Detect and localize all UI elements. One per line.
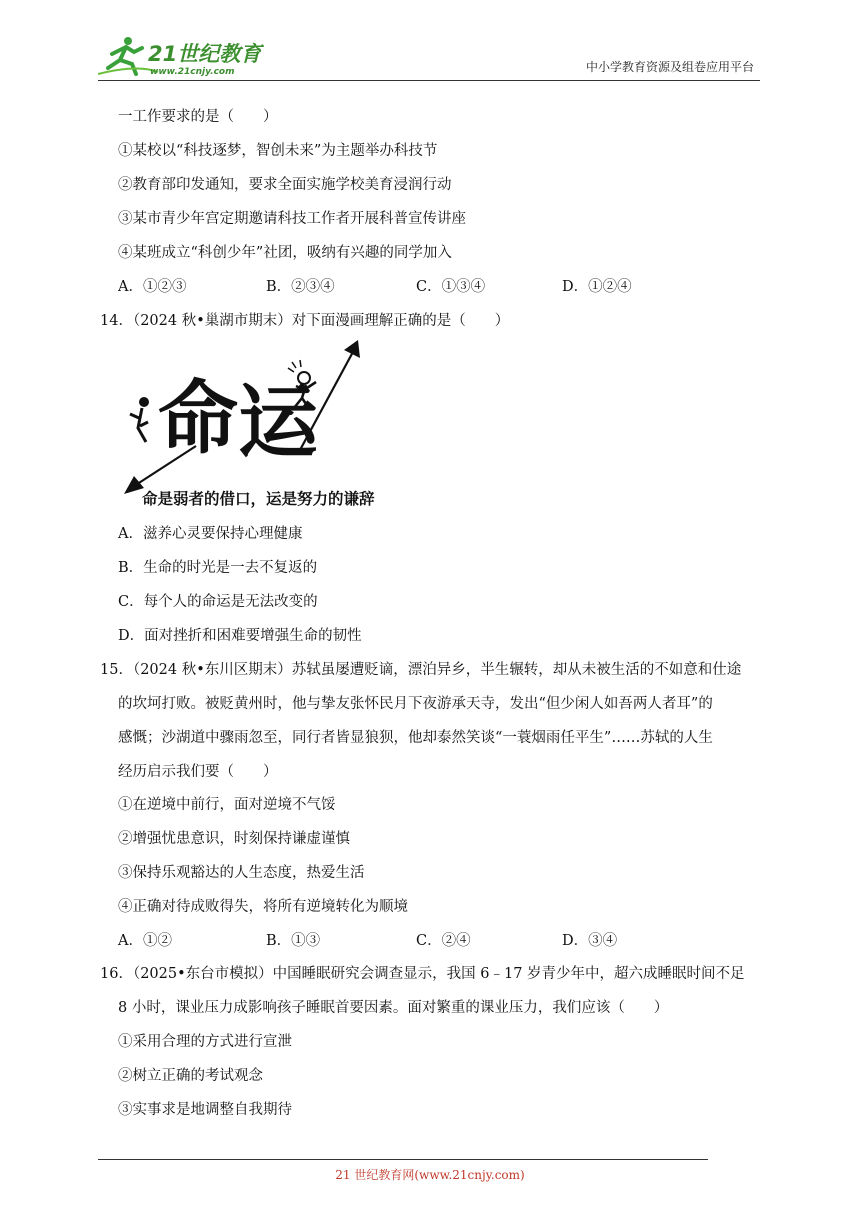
- q13-option-d: D．①②④: [562, 279, 632, 295]
- q16-item-3: ③实事求是地调整自我期待: [118, 1102, 292, 1118]
- q14-choice-a: A．滋养心灵要保持心理健康: [118, 526, 303, 542]
- logo-url: www.21cnjy.com: [150, 67, 235, 77]
- cartoon-word-1: 命: [158, 372, 238, 465]
- q15-item-3: ③保持乐观豁达的人生态度，热爱生活: [118, 865, 365, 881]
- footer-divider: [98, 1159, 708, 1160]
- q15-option-c: C．②④: [416, 933, 471, 949]
- q14-choice-d: D．面对挫折和困难要增强生命的韧性: [118, 628, 362, 644]
- falling-person-icon: [130, 397, 149, 442]
- page-header: [98, 32, 760, 81]
- q13-item-3: ③某市青少年宫定期邀请科技工作者开展科普宣传讲座: [118, 211, 466, 227]
- cartoon-caption: 命是弱者的借口，运是努力的谦辞: [142, 490, 375, 508]
- q15-option-b: B．①③: [266, 933, 321, 949]
- q15-stem-line-1: 15．（2024 秋•东川区期末）苏轼虽屡遭贬谪，漂泊异乡，半生辗转，却从未被生活的不如意和仕途: [100, 662, 742, 678]
- q14-choice-b: B．生命的时光是一去不复返的: [118, 560, 318, 576]
- q13-item-2: ②教育部印发通知，要求全面实施学校美育浸润行动: [118, 177, 452, 193]
- q16-item-1: ①采用合理的方式进行宣泄: [118, 1034, 292, 1050]
- q13-option-c: C．①③④: [416, 279, 486, 295]
- q14-choice-c: C．每个人的命运是无法改变的: [118, 594, 318, 610]
- q13-option-a: A．①②③: [118, 279, 187, 295]
- logo-text: 21世纪教育: [148, 42, 262, 66]
- q16-stem-line-2: 8 小时，课业压力成影响孩子睡眠首要因素。面对繁重的课业压力，我们应该（ ）: [118, 1000, 669, 1016]
- q15-stem-line-4: 经历启示我们要（ ）: [118, 764, 278, 780]
- q13-item-4: ④某班成立“科创少年”社团，吸纳有兴趣的同学加入: [118, 245, 452, 261]
- q14-stem: 14．（2024 秋•巢湖市期末）对下面漫画理解正确的是（ ）: [100, 313, 510, 329]
- q15-stem-line-2: 的坎坷打败。被贬黄州时，他与挚友张怀民月下夜游承天寺，发出“但少闲人如吾两人者耳”的: [118, 696, 713, 712]
- cartoon-word-2: 运: [238, 376, 318, 469]
- q15-item-2: ②增强忧患意识，时刻保持谦虚谨慎: [118, 831, 350, 847]
- q16-stem-line-1: 16．（2025•东台市模拟）中国睡眠研究会调查显示，我国 6﹣17 岁青少年中，超六成睡眠时间不足: [100, 966, 745, 982]
- q13-item-1: ①某校以“科技逐梦，智创未来”为主题举办科技节: [118, 143, 438, 159]
- footer-text: 21 世纪教育网(www.21cnjy.com): [335, 1168, 525, 1182]
- logo: [98, 34, 268, 78]
- q13-option-b: B．②③④: [266, 279, 335, 295]
- q15-item-4: ④正确对待成败得失，将所有逆境转化为顺境: [118, 899, 408, 915]
- q15-option-a: A．①②: [118, 933, 172, 949]
- q16-item-2: ②树立正确的考试观念: [118, 1068, 263, 1084]
- cartoon-figure: [118, 338, 410, 508]
- q15-option-d: D．③④: [562, 933, 618, 949]
- q15-stem-line-3: 感慨；沙湖道中骤雨忽至，同行者皆显狼狈，他却泰然笑谈“一蓑烟雨任平生”……苏轼的人生: [118, 730, 713, 746]
- platform-name: 中小学教育资源及组卷应用平台: [585, 60, 754, 74]
- q15-item-1: ①在逆境中前行，面对逆境不气馁: [118, 797, 336, 813]
- q13-stem-tail: 一工作要求的是（ ）: [118, 109, 278, 125]
